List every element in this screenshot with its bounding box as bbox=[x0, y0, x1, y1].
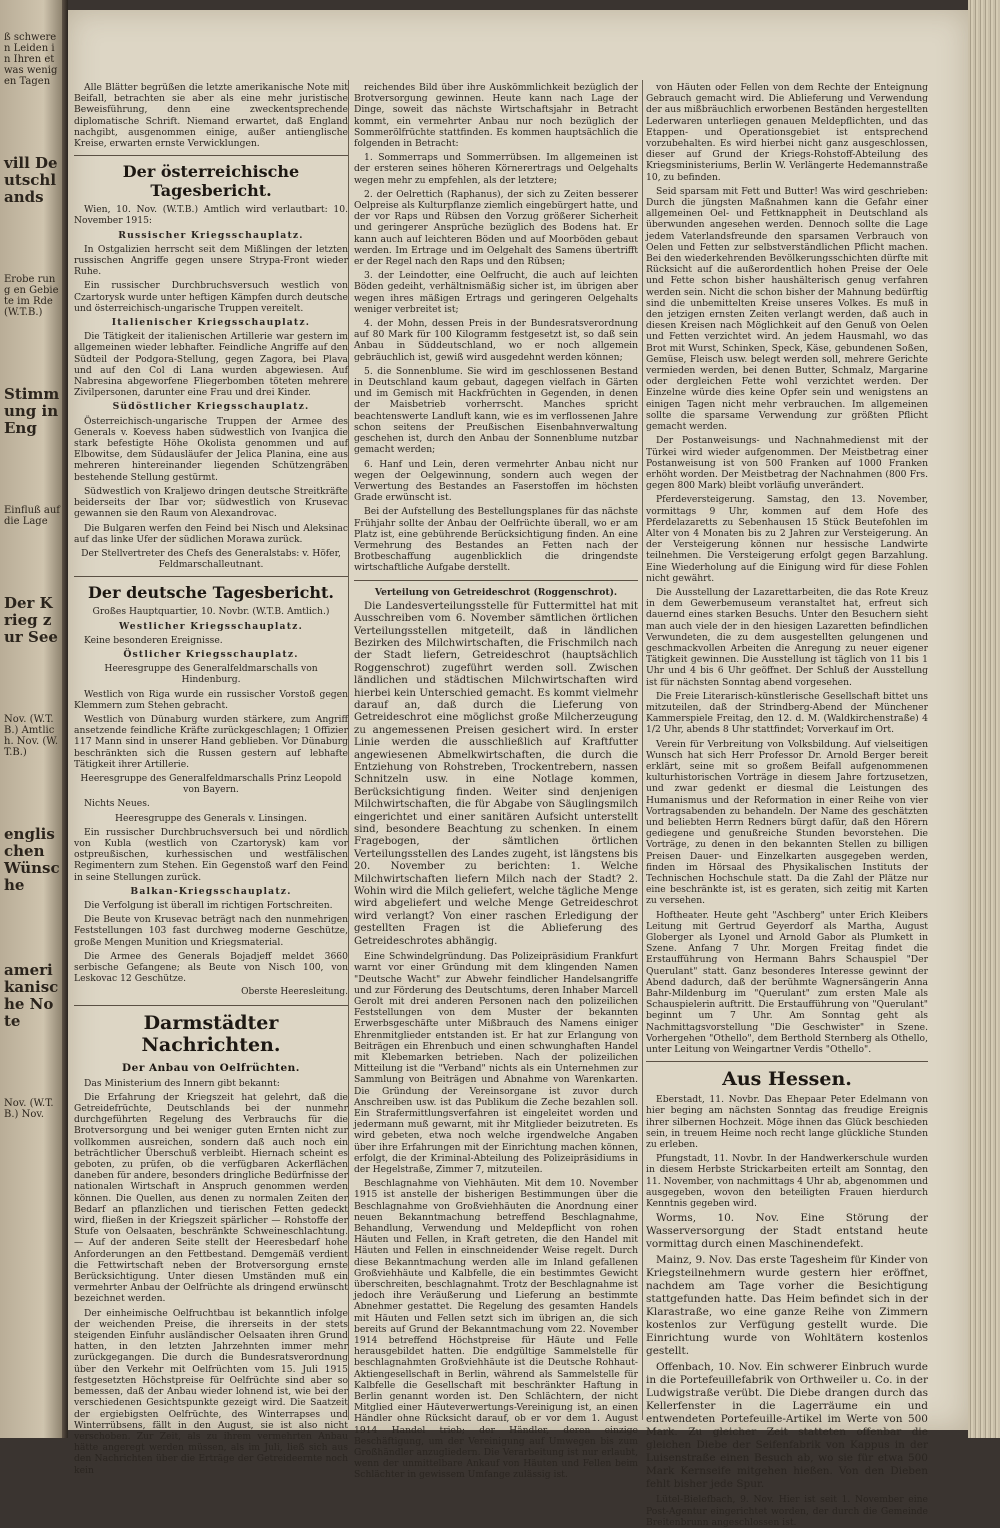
fragment-text: ß schweren Leiden in Ihren etwas wenigen Tagen bbox=[4, 32, 58, 87]
eastern-front-text: Nichts Neues. bbox=[84, 798, 150, 810]
hides-continued-text: von Häuten oder Fellen von dem Rechte der Enteignung Gebrauch gemacht wird. Die Ablieferung und Verwendung der aus mißbräuchlich erworbenen Beständen hergestellten Lederwaren unterliegen genauen Meldepflichten, und das Etappen- und Operationsgebiet ist entsprechend vorzubehalten. Es wird hierbei nicht ganz ausgeschlossen, dieser auf Grund der Kriegs-Rohstoff-Abteilung des Kriegsministeriums, Berlin W. Verlängerte Hedemannstraße 10, zu befinden. bbox=[646, 82, 928, 183]
horse-auction-text: Pferdeversteigerung. Samstag, den 13. November, vormittags 9 Uhr, kommen auf dem Hofe des Pferdelazaretts zu Sebenhausen 15 Stück Beutefohlen im Alter von 4 Monaten bis zu 2 Jahren zur Versteigerung. An der Versteigerung können nur hessische Landwirte teilnehmen. Die Versteigerung erfolgt gegen Barzahlung. Eine Wiederholung auf die Einigung wird für diese Fohlen nicht gewährt. bbox=[646, 494, 928, 584]
eastern-front-text: Westlich von Riga wurde ein russischer Vorstoß gegen Klemmern zum Stehen gebracht. bbox=[74, 688, 348, 711]
newspaper-page bbox=[68, 10, 968, 1528]
fragment-heading: Stimmung in Eng bbox=[4, 385, 60, 437]
oilseed-text: reichendes Bild über ihre Auskömmlichkeit bezüglich der Brotversorgung gewinnen. Heute kann nach Lage der Dinge, soweit das nächste Wirtschaftsjahr in Betracht kommt, ein vermehrter Anbau nur noch bezüglich der Sommerölfrüchte stattfinden. Es kommen hauptsächlich die folgenden in Betracht: bbox=[354, 82, 638, 150]
oilseed-list-item: 5. die Sonnenblume. Sie wird im geschlossenen Bestand in Deutschland kaum gebaut, dagegen vielfach in Gärten und im Gemisch mit Hackfrüchten in Gegenden, in denen der Maisbetrieb vorherrscht. Manches spricht beachtenswerte Landluft kann, wie es im verflossenen Jahre schon seitens der Preußischen Eisenbahnverwaltung geschehen ist, durch den Anbau der Sonnenblume nutzbar gemacht werden; bbox=[354, 365, 638, 456]
local-news-text: Eberstadt, 11. Novbr. Das Ehepaar Peter Edelmann von hier beging am nächsten Sonntag das freudige Ereignis ihrer silbernen Hochzeit. Möge ihnen das Glück beschieden sein, in treuem Heime noch recht lange glückliche Stunden zu erleben. bbox=[646, 1094, 928, 1151]
divider bbox=[74, 155, 348, 156]
austrian-dateline: Wien, 10. Nov. (W.T.B.) Amtlich wird verlautbart: 10. November 1915: bbox=[74, 204, 348, 227]
darmstadt-news-title: Darmstädter Nachrichten. bbox=[141, 1011, 281, 1056]
eastern-front-text: Westlich von Dünaburg wurden stärkere, zum Angriff ansetzende feindliche Kräfte zurückgeschlagen; 1 Offizier 117 Mann sind in unserer Hand geblieben. Vor Dünaburg beschränkten sich die Russen gestern auf lebhafte Tätigkeit ihrer Artillerie. bbox=[74, 713, 348, 770]
column-1 bbox=[68, 82, 348, 1476]
exhibition-text: Die Ausstellung der Lazarettarbeiten, die das Rote Kreuz in dem Gewerbemuseum veranstaltet hat, erfreut sich dauernd eines starken Besuchs. Unter den Besuchern sieht man auch viele der in den hiesigen Lazaretten befindlichen Verwundeten, die zu dem ausgestellten gelungenen und geschmackvollen Arbeiten die Anregung zu neuer eigener Tätigkeit gewinnen. Die Ausstellung ist täglich von 11 bis 1 Uhr und 4 bis 6 Uhr geöffnet. Der Schluß der Ausstellung ist für nächsten Sonntag abend vorgesehen. bbox=[646, 586, 928, 688]
page-edges bbox=[968, 0, 1000, 1438]
fragment-text: Erobe rung en Gebiete im Rde (W.T.B.) bbox=[4, 274, 59, 318]
austrian-signature: Der Stellvertreter des Chefs des Generalstabs: v. Höfer, Feldmarschalleutnant. bbox=[81, 547, 341, 571]
grain-distribution-heading: Verteilung von Getreideschrot (Roggenschrot). bbox=[374, 586, 618, 598]
german-signature: Oberste Heeresleitung. bbox=[241, 987, 348, 998]
fraud-warning-text: Eine Schwindelgründung. Das Polizeipräsidium Frankfurt warnt vor einer Gründung mit dem klingenden Namen "Deutsche Wacht" zur Abwehr feindlicher Handelsangriffe und zur Förderung des Deutschtums, deren Inhaber Marcell Gerolt mit drei anderen Personen nach den polizeilichen Feststellungen von dem Muster der bekannten Erwerbsgeschäfte unter Mißbrauch des Namens einiger Ehrenmitglieder entstanden ist. Er hat zur Erlangung von Beiträgen ein Ehrenbuch und einen schwunghaften Handel mit Klebemarken betrieben. Nach der polizeilichen Mitteilung ist die "Verband" nichts als ein Unternehmen zur Sammlung von Beiträgen und Abnahme von Warenkarten. Die Gründung der Vereinsorgane ist zuvor durch Anschreiben usw. ist das Publikum die Zeche bezahlen soll. Ein Strafermittlungsverfahren ist eingeleitet worden und jedermann muß gewarnt, mit ihr Mitglieder beizutreten. Es wird gebeten, etwa noch welche irgendwelche Angaben über ihre Erfahrungen mit der Einrichtung machen können, erfolgt, die der Kriminal-Abteilung des Polizeipräsidiums in der Hegelstraße, Zimmer 7, mitzuteilen. bbox=[354, 951, 638, 1175]
fragment-heading: amerikanische Note bbox=[4, 961, 59, 1030]
army-group-heading: Heeresgruppe des Generals v. Linsingen. bbox=[115, 812, 307, 824]
education-society-text: Verein für Verbreitung von Volksbildung. Auf vielseitigen Wunsch hat sich Herr Professor Dr. Arnold Berger bereit erklärt, seine mit so großem Beifall aufgenommenen kulturhistorischen Vorträge in diesem Jahre fortzusetzen, und zwar gedenkt er diesmal die Leistungen des Humanismus und der Reformation in einer Reihe von vier Vortragsabenden zu behandeln. Der Name des geschätzten und beliebten Herrn Redners bürgt dafür, daß den Hörern gediegene und genußreiche Stunden bevorstehen. Die Vorträge, zu denen in den bekannten Stellen zu billigen Preisen Dauer- und Einzelkarten ausgegeben werden, finden im Hörsaal des Physikalischen Instituts der Technischen Hochschule statt. Da die Zahl der Plätze nur eine beschränkte ist, ist es geraten, sich zeitig mit Karten zu versehen. bbox=[646, 738, 928, 907]
postal-service-text: Der Postanweisungs- und Nachnahmedienst mit der Türkei wird wieder aufgenommen. Der Meistbetrag einer Postanweisung ist von 500 Franken auf 1000 Franken erhöht worden. Der Meistbetrag der Nachnahmen (800 Frs. gegen 800 Mark) bleibt vorläufig unverändert. bbox=[646, 435, 928, 492]
western-front-text: Keine besonderen Ereignisse. bbox=[84, 634, 223, 646]
oilseed-list-item: 2. der Oelrettich (Raphanus), der sich zu Zeiten besserer Oelpreise als Kulturpflanze ziemlich eingebürgert hatte, und der vor Raps und Rübsen den Vorzug größerer Sicherheit und geringerer Ansprüche bezüglich des Bodens hat. Er kann auch auf leichteren Böden und auf Moorböden gebaut werden. Im Ertrage und im Oelgehalt des Samens übertrifft er der Regel nach den Raps und den Rübsen; bbox=[354, 188, 638, 268]
balkan-front-text: Die Verfolgung ist überall im richtigen Fortschreiten. bbox=[84, 899, 333, 911]
fragment-text: Einfluß auf die Lage bbox=[4, 505, 61, 527]
local-news-text: Lütel-Bielefbach, 9. Nov. Hier ist seit 1. November eine Post-Agentur eingerichtet worden, der durch die Gemeinde Breitenbrunn angeschlossen ist. bbox=[646, 1494, 928, 1528]
western-front-heading: Westlicher Kriegsschauplatz. bbox=[119, 620, 303, 632]
southeast-front-text: Österreichisch-ungarische Truppen der Armee des Generals v. Koevess haben südwestlich von Ivanjica die stark befestigte Höhe Okolista genommen und auf Elbowitse, dem Südausläufer der Jelica Planina, eine aus mehreren hintereinander liegenden Schützengräben bestehende Stellung gestürmt. bbox=[74, 415, 348, 483]
darmstadt-news-text: Die Erfahrung der Kriegszeit hat gelehrt, daß die Getreidefrüchte, Deutschlands bei der nunmehr durchgeführten Regelung des Verbrauchs für die Brotversorgung und bei weniger guten Ernten nicht zur vollkommen ausreichen, sondern daß auch noch ein beträchtlicher Überschuß verbleibt. Hiernach scheint es geboten, zu prüfen, ob die verfügbaren Ackerflächen daneben für andere, besonders dringliche Bedürfnisse der nationalen Wirtschaft in Anspruch genommen werden können. Die Quellen, aus denen zu normalen Zeiten der Bedarf an pflanzlichen und tierischen Fetten gedeckt wird, fließen in der Kriegszeit spärlicher — Rohstoffe der Stufe von Oelsaaten, beschränkte Schweineschlachtung. — Auf der anderen Seite stellt der Heeresbedarf hohe Anforderungen an den Fettbestand. Demgemäß verdient die Fettwirtschaft neben der Brotversorgung ernste Berücksichtigung. Unter diesen Umständen muß ein vermehrter Anbau der Oelfrüchte als dringend erwünscht bezeichnet werden. bbox=[74, 1091, 348, 1305]
darmstadt-news-text: Das Ministerium des Innern gibt bekannt: bbox=[84, 1077, 280, 1089]
fat-saving-text: Seid sparsam mit Fett und Butter! Was wird geschrieben: Durch die jüngsten Maßnahmen kann die Gefahr einer allgemeinen Oel- und Fettknappheit in Deutschland als überwunden angesehen werden. Dennoch sollte die Lage jedem Vaterlandsfreunde den sparsamen Verbrauch von Oelen und Fetten zur selbstverständlichen Pflicht machen. Bei den wiederkehrenden Bevölkerungsschichten dürfte mit Rücksicht auf die außerordentlich hohen Preise der Oele und Fette schon bisher haushälterisch genug verfahren werden sein. Nicht die schon bisher der Mahnung bedürftig sind die unbemittelten Kreise unseres Volkes. Es muß in den jetzigen ernsten Zeiten verlangt werden, daß auch in diesen Kreisen nach Möglichkeit auf den Genuß von Oelen und Fetten verzichtet wird. An jedem Hausmahl, wo das Brot mit Wurst, Schinken, Speck, Käse, gebundenen Soßen, Gemüse, Fleisch usw. belegt werden soll, mehrere Gerichte vermieden werden, bei denen Butter, Schmalz, Margarine oder dergleichen Fette wohl verzichtet werden. Der Einzelne würde dies keine Opfer sein und wenigstens an einigen Tagen nicht mehr verbrauchen. Im allgemeinen sollte die sparsame Verwendung zur größten Pflicht gemacht werden. bbox=[646, 185, 928, 433]
eastern-front-heading: Östlicher Kriegsschauplatz. bbox=[123, 648, 299, 660]
grain-distribution-text: Die Landesverteilungsstelle für Futtermittel hat mit Ausschreiben vom 6. November sämtlichen örtlichen Verteilungsstellen mitgeteilt, daß in ländlichen Bezirken des Milchwirtschaften, die Frischmilch nach der Stadt liefern, Getreideschrot (hauptsächlich Roggenschrot) zugeführt werden soll. Zwischen ländlichen und städtischen Milchwirtschaften wird hierbei kein Unterschied gemacht. Es kommt vielmehr darauf an, daß durch die Lieferung von Getreideschrot eine möglichst große Milcherzeugung zu angemessenen Preisen gesichert wird. In erster Linie werden die ausschließlich auf Kraftfutter angewiesenen Abmelkwirtschaften, die durch die Entziehung von Rohstreben, Trockentrebern, nassen Schnitzeln usw. in eine Notlage kommen, Berücksichtigung finden. Weiter sind denjenigen Milchwirtschaften, die für Abgabe von Säuglingsmilch eingerichtet und einer sanitären Aufsicht unterstellt sind, besondere Beachtung zu schenken. In einem Fragebogen, der sämtlichen örtlichen Verteilungsstellen des Landes zugeht, ist längstens bis 20. November zu berichten: 1. Welche Milchwirtschaften liefern Milch nach der Stadt? 2. Wohin wird die Milch geliefert, welche tägliche Menge wird abgeliefert und welche Menge Getreideschrot wird verlangt? Von einer raschen Erledigung der gestellten Fragen ist die Ablieferung des Getreideschrotes abhängig. bbox=[354, 600, 638, 947]
local-news-text: Mainz, 9. Nov. Das erste Tagesheim für Kinder von Kriegsteilnehmern wurde gestern hier eröffnet, nachdem am Tage vorher die Besichtigung stattgefunden hatte. Das Heim befindet sich in der Klarastraße, wo eine ganze Reihe von Zimmern kostenlos zur Verfügung gestellt wurde. Die Einrichtung wurde von Wohltätern kostenlos gestellt. bbox=[646, 1254, 928, 1358]
russian-front-text: In Ostgalizien herrscht seit dem Mißlingen der letzten russischen Angriffe gegen unsere Strypa-Front wieder Ruhe. bbox=[74, 243, 348, 278]
balkan-front-text: Die Armee des Generals Bojadjeff meldet 3660 serbische Gefangene; als Beute von Nisch 100, von Leskovac 12 Geschütze. bbox=[74, 950, 348, 985]
fragment-heading: vill Deutschlands bbox=[4, 154, 58, 206]
divider bbox=[646, 1061, 928, 1062]
left-page-fragment bbox=[0, 0, 62, 1438]
southeast-front-text: Südwestlich von Kraljewo dringen deutsche Streitkräfte beiderseits der Ibar vor; südwestlich von Krusevac gewannen sie den Raum von Alexandrovac. bbox=[74, 485, 348, 520]
column-3 bbox=[646, 82, 928, 1528]
russian-front-text: Ein russischer Durchbruchsversuch westlich von Czartorysk wurde unter heftigen Kämpfen durch deutsche und österreichisch-ungarische Truppen vereitelt. bbox=[74, 280, 348, 314]
russian-front-heading: Russischer Kriegsschauplatz. bbox=[118, 229, 304, 241]
intro-paragraph: Alle Blätter begrüßen die letzte amerikanische Note mit Beifall, betrachten sie aber als eine mehr juristische Beweisführung, denn eine zweckentsprechende diplomatische Schrift. Niemand erwartet, daß England nachgibt, ausgenommen einige, außer antienglische Kreise, erwarten ernste Verwicklungen. bbox=[74, 82, 348, 150]
southeast-front-heading: Südöstlicher Kriegsschauplatz. bbox=[112, 401, 310, 413]
column-2 bbox=[354, 82, 638, 1481]
hesse-news-title: Aus Hessen. bbox=[722, 1068, 852, 1091]
southeast-front-text: Die Bulgaren werfen den Feind bei Nisch und Aleksinac auf das linke Ufer der südlichen Morawa zurück. bbox=[74, 522, 348, 545]
local-news-text: Pfungstadt, 11. Novbr. In der Handwerkerschule wurden in diesem Herbste Strickarbeiten erteilt am Sonntag, den 11. November, von nachmittags 4 Uhr ab, abgenommen und ausgegeben, wovon den beteiligten Frauen hierdurch Kenntnis gegeben wird. bbox=[646, 1153, 928, 1210]
divider bbox=[354, 580, 638, 581]
fragment-heading: englischen Wünsche bbox=[4, 825, 60, 894]
fragment-heading: Der Krieg zur See bbox=[4, 594, 58, 646]
oilseed-list-item: 4. der Mohn, dessen Preis in der Bundesratsverordnung auf 80 Mark für 100 Kilogramm festgesetzt ist, so daß sein Anbau in Süddeutschland, wo er noch allgemein gebräuchlich ist, gewiß wird ausgedehnt werden können; bbox=[354, 318, 638, 363]
army-group-heading: Heeresgruppe des Generalfeldmarschalls von Hindenburg. bbox=[104, 663, 318, 686]
column-rule bbox=[348, 80, 349, 1420]
literary-society-text: Die Freie Literarisch-künstlerische Gesellschaft bittet uns mitzuteilen, daß der Strindberg-Abend der Münchener Kammerspiele Freitag, den 12. d. M. (Waldkirchenstraße) 4 1/2 Uhr, abends 8 Uhr stattfindet; Vorverkauf im Ort. bbox=[646, 690, 928, 736]
german-dateline: Großes Hauptquartier, 10. Novbr. (W.T.B. Amtlich.) bbox=[92, 606, 330, 618]
column-rule bbox=[642, 80, 643, 1420]
german-report-title: Der deutsche Tagesbericht. bbox=[88, 583, 334, 603]
divider bbox=[74, 1005, 348, 1006]
fragment-text: Nov. (W.T.B.) Nov. bbox=[4, 1098, 54, 1120]
austrian-report-title: Der österreichische Tagesbericht. bbox=[122, 162, 300, 201]
local-news-text: Worms, 10. Nov. Eine Störung der Wasserversorgung der Stadt entstand heute vormittag durch einen Maschinendefekt. bbox=[646, 1212, 928, 1251]
oilseed-list-item: 1. Sommerraps und Sommerrübsen. Im allgemeinen ist der ersteren seines höheren Körnerertrags und Oelgehalts wegen mehr zu empfehlen, als der letztere; bbox=[354, 152, 638, 186]
fragment-text: Nov. (W.T.B.) Amtlich. Nov. (W.T.B.) bbox=[4, 714, 58, 758]
hides-seizure-text: Beschlagnahme von Viehhäuten. Mit dem 10. November 1915 ist anstelle der bisherigen Bestimmungen über die Beschlagnahme von Großviehhäuten die Anordnung einer neuen Bekanntmachung betreffend Beschlagnahme, Behandlung, Verwendung und Meldepflicht von rohen Häuten und Fellen, in Kraft getreten, die den Handel mit Häuten und Fellen in einschneidender Weise regelt. Durch diese Bekanntmachung werden alle im Inland gefallenen Großviehhäute und Kalbfelle, die ein bestimmtes Gewicht überschreiten, beschlagnahmt. Trotz der Beschlagnahme ist jedoch ihre Veräußerung und Lieferung an bestimmte Abnehmer gestattet. Die Regelung des gesamten Handels mit Häuten und Fellen setzt sich im übrigen an, die sich bereits auf Grund der Bekanntmachung vom 22. November 1914 betreffend Höchstpreise für Häute und Felle herausgebildet hatten. Die endgültige Sammelstelle für beschlagnahmten Großviehhäute ist die Deutsche Rohhaut-Aktiengesellschaft in Berlin, während als Sammelstelle für Kalbfelle die Gesellschaft mit beschränkter Haftung in Berlin genannt worden ist. Den Schlächtern, der nicht Mitglied einer Häuteverwertungs-Vereinigung ist, an einen Händler ohne Rücksicht darauf, ob er vor dem 1. August 1914 Handel trieb; der Händler, deren einzige Beschäftigung, um der Vereinigung auf Umwegen bis zum Großhändler anzugliedern. Die Verarbeitung ist nur erlaubt, wenn der unmittelbare Ankauf von Häuten und Fellen beim Schlächter in gewissem Umfange zulässig ist. bbox=[354, 1178, 638, 1481]
oilseed-list-item: 3. der Leindotter, eine Oelfrucht, die auch auf leichten Böden gedeiht, verhältnismäßig sicher ist, im übrigen aber wegen ihres mäßigen Ertrags und geringeren Oelgehalts weniger verbreitet ist; bbox=[354, 270, 638, 315]
darmstadt-news-text: Der einheimische Oelfruchtbau ist bekanntlich infolge der weichenden Preise, die ihrerseits in der stets steigenden Einfuhr ausländischer Oelsaaten ihren Grund hatten, in den letzten Jahrzehnten immer mehr zurückgegangen. Die durch die Bundesratsverordnung über den Verkehr mit Oelfrüchten vom 15. Juli 1915 festgesetzten Höchstpreise für Oelfrüchte sind aber so bemessen, daß der Anbau wieder lohnend ist, wie bei der verschiedenen Gesichtspunkte gezeigt wird. Die Saatzeit der ergiebigsten Oelfrüchte, des Winterrapses und Winterrübsens, fällt in den August, sie ist also nicht verschoben. Zur Zeit, als zu ihrem vermehrten Anbau hätte angeregt werden müssen, als im Juli, ließ sich aus den Nachrichten über die Erträge der Getreideernte noch kein bbox=[74, 1307, 348, 1476]
divider bbox=[74, 576, 348, 577]
army-group-heading: Heeresgruppe des Generalfeldmarschalls Prinz Leopold von Bayern. bbox=[80, 772, 342, 796]
oilseed-list-item: 6. Hanf und Lein, deren vermehrter Anbau nicht nur wegen der Oelgewinnung, sondern auch wegen der Verwertung des Bestandes an Faserstoffen im höchsten Grade erwünscht ist. bbox=[354, 458, 638, 504]
court-theatre-text: Hoftheater. Heute geht "Aschberg" unter Erich Kleibers Leitung mit Gertrud Geyerdorf als Martha, August Globerger als Lyonel und Arnold Gabor als Plumkett in Szene. Anfang 7 Uhr. Morgen Freitag findet die Erstaufführung von Hermann Bahrs Schauspiel "Der Querulant" statt. Ganz besonderes Interesse gewinnt der Abend dadurch, daß der berühmte Wagnersängerin Anna Bahr-Mildenburg im "Querulant" zum ersten Male als Schauspielerin auftritt. Die Erstaufführung von "Querulant" beginnt um 7 Uhr. Am Sonntag geht als Nachmittagsvorstellung "Die Geschwister" in Szene. Vorhergehen "Othello", dem Berthold Sternberg als Othello, unter Leitung von Weingartner Verdis "Othello". bbox=[646, 909, 928, 1056]
oilseed-text: Bei der Aufstellung des Bestellungsplanes für das nächste Frühjahr sollte der Anbau der Oelfrüchte überall, wo er am Platz ist, eine gebührende Berücksichtigung finden. An eine Vermehrung des Bestandes an Fetten nach der Brotbeschaffung augenblicklich die dringendste wirtschaftliche Aufgabe derstellt. bbox=[354, 506, 638, 574]
eastern-front-text: Ein russischer Durchbruchsversuch bei und nördlich von Kubla (westlich von Czartorysk) kam vor ostpreußischen, kurhessischen und westfälischen Regimentern zum Stehen. Ein Gegenstoß warf den Feind in seine Stellungen zurück. bbox=[74, 826, 348, 883]
italian-front-text: Die Tätigkeit der italienischen Artillerie war gestern im allgemeinen wieder lebhafter. Feindliche Angriffe auf den Südteil der Podgora-Stellung, gegen Zagora, bei Plava und auf den Col di Lana wurden abgewiesen. Auf Nabresina abgeworfene Fliegerbomben töteten mehrere Zivilpersonen, darunter eine Frau und drei Kinder. bbox=[74, 331, 348, 399]
darmstadt-news-subtitle: Der Anbau von Oelfrüchten. bbox=[122, 1061, 300, 1074]
balkan-front-text: Die Beute von Krusevac beträgt nach den nunmehrigen Feststellungen 103 fast durchweg moderne Geschütze, große Mengen Munition und Kriegsmaterial. bbox=[74, 914, 348, 948]
italian-front-heading: Italienischer Kriegsschauplatz. bbox=[111, 317, 311, 329]
balkan-front-heading: Balkan-Kriegsschauplatz. bbox=[130, 885, 292, 897]
local-news-text: Offenbach, 10. Nov. Ein schwerer Einbruch wurde in die Portefeuillefabrik von Orthweiler u. Co. in der Ludwigstraße verübt. Die Diebe drangen durch das Kellerfenster in die Lagerräume ein und entwendeten Portefeuille-Artikel im Werte von 500 Mark. Zu gleicher Zeit statteten offenbar die gleichen Diebe der Seifenfabrik von Kappus in der Luisenstraße einen Besuch ab, wo sie für etwa 500 Mark Kernseife mitgehen hießen. Von den Dieben fehlt bisher jede Spur. bbox=[646, 1361, 928, 1491]
